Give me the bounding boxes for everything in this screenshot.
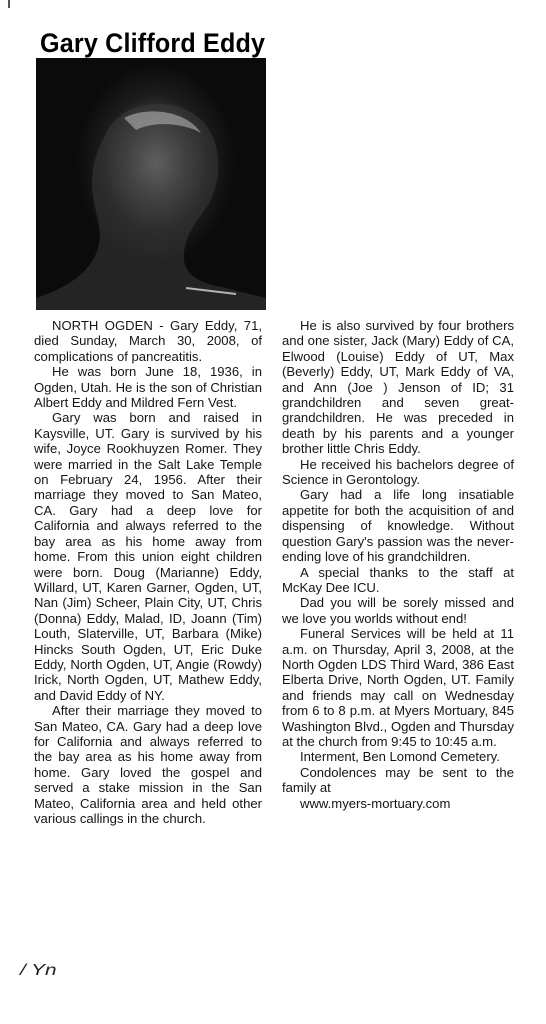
obituary-paragraph: Interment, Ben Lomond Cemetery. bbox=[300, 749, 500, 765]
obituary-paragraph: Dad you will be sorely missed and we love you worlds without end! bbox=[282, 595, 514, 626]
mortuary-website: www.myers-mortuary.com bbox=[300, 795, 451, 811]
right-column bbox=[282, 318, 514, 811]
obituary-paragraph: Funeral Services will be held at 11 a.m. on Thursday, April 3, 2008, at the North Ogden LDS Third Ward, 386 East Elberta Drive, North Ogden, UT. Family and friends may call on Wednesday from 6 to 8 p.m. at Myers Mortuary, 845 Washington Blvd., Ogden and Thursday at the church from 9:45 to 10:45 a.m. bbox=[282, 626, 514, 749]
obituary-paragraph: Gary was born and raised in Kaysville, UT. Gary is survived by his wife, Joyce Rookhuyzen Romer. They were married in the Salt Lake Temple on February 24, 1956. After their marriage they moved to San Mateo, CA. Gary had a deep love for California and always referred to the bay area as his home away from home. From this union eight children were born. Doug (Marianne) Eddy, Willard, UT, Karen Garner, Ogden, UT, Nan (Jim) Scheer, Plain City, UT, Chris (Donna) Eddy, Malad, ID, Joann (Tim) Louth, Slaterville, UT, Barbara (Mike) Hincks South Ogden, UT, Eric Duke Eddy, North Ogden, UT, Angie (Rowdy) Irick, North Ogden, UT, Mathew Eddy, and David Eddy of NY. bbox=[34, 410, 262, 703]
obituary-paragraph: He was born June 18, 1936, in Ogden, Utah. He is the son of Christian Albert Eddy and Mildred Fern Vest. bbox=[34, 364, 262, 411]
print-speck bbox=[8, 0, 10, 8]
obituary-paragraph: Condolences may be sent to the family at bbox=[282, 764, 514, 796]
handwritten-mark: / Yn bbox=[20, 962, 57, 979]
obituary-paragraph: Gary had a life long insatiable appetite for both the acquisition of and dispensing of knowledge. Without question Gary's passion was the never-ending love of his grandchildren. bbox=[282, 487, 514, 565]
obituary-title: Gary Clifford Eddy bbox=[40, 28, 266, 58]
obituary-paragraph: NORTH OGDEN - Gary Eddy, 71, died Sunday, March 30, 2008, of complications of pancreatitis. bbox=[34, 318, 262, 364]
obituary-paragraph: He is also survived by four brothers and one sister, Jack (Mary) Eddy of CA, Elwood (Louise) Eddy of UT, Max (Beverly) Eddy, UT, Mark Eddy of VA, and Ann (Joe ) Jenson of ID; 31 grandchildren and seven great-grandchildren. He was preceded in death by his parents and a younger brother little Chris Eddy. bbox=[282, 318, 514, 457]
obituary-paragraph: A special thanks to the staff at McKay Dee ICU. bbox=[282, 564, 514, 595]
obituary-paragraph: After their marriage they moved to San Mateo, CA. Gary had a deep love for California and always referred to the bay area as his home away from home. Gary loved the gospel and served a stake mission in the San Mateo, California area and held other various callings in the church. bbox=[34, 703, 262, 826]
obituary-paragraph: He received his bachelors degree of Science in Gerontology. bbox=[282, 456, 514, 488]
portrait-photo bbox=[36, 58, 266, 310]
left-column bbox=[34, 318, 262, 826]
obituary-clipping bbox=[26, 18, 526, 996]
